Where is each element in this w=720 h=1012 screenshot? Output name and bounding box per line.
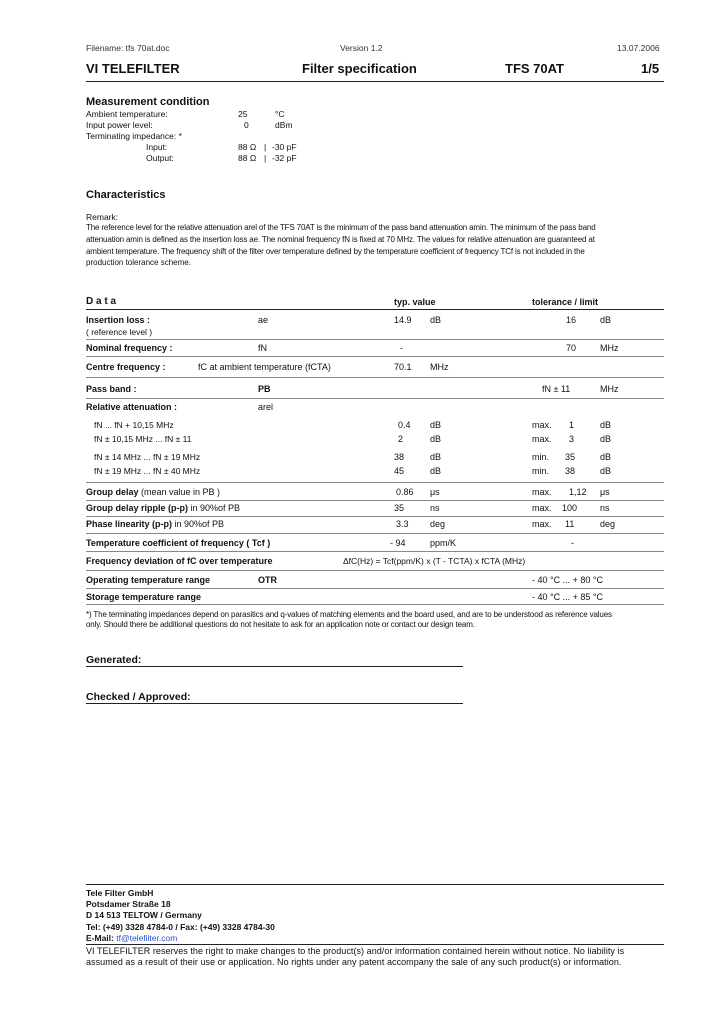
row-divider bbox=[86, 604, 664, 605]
pass-band-tol-unit: MHz bbox=[600, 384, 619, 394]
output-label: Output: bbox=[146, 153, 174, 163]
rel-vunit-2: dB bbox=[600, 434, 612, 444]
output-pf: -32 pF bbox=[272, 153, 297, 163]
checked-label: Checked / Approved: bbox=[86, 691, 191, 703]
characteristics-title: Characteristics bbox=[86, 189, 166, 201]
group-delay-ripple-name: Group delay ripple (p-p) bbox=[86, 503, 189, 513]
header-divider bbox=[86, 81, 664, 82]
ambient-value: 25 bbox=[238, 109, 248, 119]
email-label: E-Mail: bbox=[86, 933, 117, 943]
row-divider bbox=[86, 398, 664, 399]
operating-temp-value: - 40 °C ... + 80 °C bbox=[532, 575, 603, 585]
footer-divider bbox=[86, 884, 664, 885]
measurement-title: Measurement condition bbox=[86, 96, 210, 108]
rel-range-2: fN ± 10,15 MHz ... fN ± 11 bbox=[94, 434, 192, 444]
footnote-line-1: *) The terminating impedances depend on parasitics and q-values of matching elements and the board used, and are to be understood as reference values bbox=[86, 610, 612, 619]
phase-linearity-typ: 3.3 bbox=[396, 519, 409, 529]
rel-typ-2: 2 bbox=[398, 434, 404, 444]
page-number: 1/5 bbox=[641, 61, 660, 76]
separator: | bbox=[264, 142, 267, 152]
group-delay-val: 1,12 bbox=[569, 487, 587, 497]
group-delay-ripple-unit: ns bbox=[600, 503, 610, 513]
group-delay-label bbox=[86, 487, 220, 497]
storage-temp-label: Storage temperature range bbox=[86, 592, 202, 602]
phase-linearity-label bbox=[86, 519, 224, 529]
rel-vunit-3: dB bbox=[600, 452, 612, 462]
rel-typ-4: 45 bbox=[394, 466, 405, 476]
rel-unit-1: dB bbox=[430, 420, 442, 430]
group-delay-typ: 0.86 bbox=[396, 487, 414, 497]
nominal-frequency-tol: 70 bbox=[566, 343, 577, 353]
rel-val-2: 3 bbox=[569, 434, 575, 444]
rel-unit-4: dB bbox=[430, 466, 442, 476]
remark-label: Remark: bbox=[86, 212, 119, 222]
remark-line-4: production tolerance scheme. bbox=[86, 258, 191, 267]
phase-linearity-qualifier: in 90%of PB bbox=[172, 519, 225, 529]
input-pf: -30 pF bbox=[272, 142, 297, 152]
footer-company: Tele Filter GmbH bbox=[86, 888, 154, 898]
rel-vunit-1: dB bbox=[600, 420, 612, 430]
rel-range-4: fN ± 19 MHz ... fN ± 40 MHz bbox=[94, 466, 201, 476]
temp-coefficient-label: Temperature coefficient of frequency ( Tcf ) bbox=[86, 538, 271, 548]
company-name: VI TELEFILTER bbox=[86, 61, 180, 76]
insertion-loss-sub: ( reference level ) bbox=[86, 327, 153, 337]
power-value: 0 bbox=[244, 120, 249, 130]
rel-lim-1: max. bbox=[532, 420, 552, 430]
insertion-loss-label: Insertion loss : bbox=[86, 315, 151, 325]
row-divider bbox=[86, 377, 664, 378]
footnote-line-2: only. Should there be additional questions do not hesitate to ask for an application note or contact our design team. bbox=[86, 620, 475, 629]
version: Version 1.2 bbox=[340, 43, 383, 53]
rel-range-3: fN ± 14 MHz ... fN ± 19 MHz bbox=[94, 452, 201, 462]
frequency-deviation-label: Frequency deviation of fC over temperature bbox=[86, 556, 273, 566]
group-delay-ripple-label bbox=[86, 503, 240, 513]
centre-frequency-symbol: fC at ambient temperature (fCTA) bbox=[198, 362, 331, 372]
rel-typ-3: 38 bbox=[394, 452, 405, 462]
pass-band-label: Pass band : bbox=[86, 384, 137, 394]
row-divider bbox=[86, 500, 664, 501]
operating-temp-label: Operating temperature range bbox=[86, 575, 211, 585]
remark-line-3: ambient temperature. The frequency shift of the filter over temperature defined by the temperature coefficient of frequency TCf is not included in the bbox=[86, 247, 585, 256]
group-delay-typ-unit: μs bbox=[430, 487, 440, 497]
rel-lim-2: max. bbox=[532, 434, 552, 444]
impedance-label: Terminating impedance: * bbox=[86, 131, 182, 141]
input-value: 88 Ω bbox=[238, 142, 257, 152]
ambient-unit: °C bbox=[275, 109, 285, 119]
rel-lim-3: min. bbox=[532, 452, 550, 462]
input-label: Input: bbox=[146, 142, 168, 152]
separator: | bbox=[264, 153, 267, 163]
group-delay-ripple-qualifier: in 90%of PB bbox=[188, 503, 241, 513]
email-link[interactable]: tf@telefilter.com bbox=[116, 933, 178, 943]
phase-linearity-lim: max. bbox=[532, 519, 552, 529]
phase-linearity-typ-unit: deg bbox=[430, 519, 446, 529]
group-delay-unit: μs bbox=[600, 487, 610, 497]
relative-attenuation-symbol: arel bbox=[258, 402, 274, 412]
ambient-label: Ambient temperature: bbox=[86, 109, 168, 119]
nominal-frequency-label: Nominal frequency : bbox=[86, 343, 173, 353]
group-delay-ripple-lim: max. bbox=[532, 503, 552, 513]
row-divider bbox=[86, 482, 664, 483]
centre-frequency-label: Centre frequency : bbox=[86, 362, 166, 372]
power-label: Input power level: bbox=[86, 120, 153, 130]
frequency-deviation-formula: ΔfC(Hz) = Tcf(ppm/K) x (T - TCTA) x fCTA (MHz) bbox=[343, 556, 526, 566]
pass-band-tol: fN ± 11 bbox=[542, 384, 571, 394]
group-delay-ripple-typ-unit: ns bbox=[430, 503, 440, 513]
storage-temp-value: - 40 °C ... + 85 °C bbox=[532, 592, 603, 602]
remark-line-1: The reference level for the relative attenuation arel of the TFS 70AT is the minimum of the pass band attenuation amin. The minimum of the pass band bbox=[86, 223, 596, 232]
group-delay-name: Group delay bbox=[86, 487, 139, 497]
filename: Filename: tfs 70at.doc bbox=[86, 43, 170, 53]
insertion-loss-symbol: ae bbox=[258, 315, 269, 325]
insertion-loss-tol-unit: dB bbox=[600, 315, 612, 325]
phase-linearity-val: 11 bbox=[565, 519, 575, 529]
col-data: D a t a bbox=[86, 296, 117, 307]
temp-coefficient-typ: - 94 bbox=[390, 538, 406, 548]
checked-signature-line bbox=[86, 703, 463, 704]
rel-unit-2: dB bbox=[430, 434, 442, 444]
col-tolerance: tolerance / limit bbox=[532, 297, 599, 307]
footer-street: Potsdamer Straße 18 bbox=[86, 899, 171, 909]
pass-band-symbol: PB bbox=[258, 384, 271, 394]
operating-temp-symbol: OTR bbox=[258, 575, 277, 585]
insertion-loss-typ: 14.9 bbox=[394, 315, 412, 325]
phase-linearity-name: Phase linearity (p-p) bbox=[86, 519, 173, 529]
row-divider bbox=[86, 516, 664, 517]
group-delay-ripple-val: 100 bbox=[562, 503, 578, 513]
centre-frequency-typ-unit: MHz bbox=[430, 362, 449, 372]
nominal-frequency-typ: - bbox=[400, 343, 403, 353]
rel-vunit-4: dB bbox=[600, 466, 612, 476]
group-delay-ripple-typ: 35 bbox=[394, 503, 405, 513]
generated-label: Generated: bbox=[86, 654, 142, 666]
temp-coefficient-tol: - bbox=[571, 538, 574, 548]
row-divider bbox=[86, 356, 664, 357]
power-unit: dBm bbox=[275, 120, 293, 130]
document-title: Filter specification bbox=[302, 61, 417, 76]
disclaimer-divider bbox=[86, 944, 664, 945]
insertion-loss-tol: 16 bbox=[566, 315, 577, 325]
row-divider bbox=[86, 551, 664, 552]
col-typ-value: typ. value bbox=[394, 297, 436, 307]
remark-line-2: attenuation amin is defined as the insertion loss ae. The nominal frequency fN is fixed at 70 MHz. The values for relative attenuation are guaranteed at bbox=[86, 235, 595, 244]
phase-linearity-unit: deg bbox=[600, 519, 616, 529]
row-divider bbox=[86, 533, 664, 534]
temp-coefficient-unit: ppm/K bbox=[430, 538, 457, 548]
rel-val-3: 35 bbox=[565, 452, 576, 462]
rel-range-1: fN ... fN + 10,15 MHz bbox=[94, 420, 174, 430]
product-name: TFS 70AT bbox=[505, 61, 564, 76]
date: 13.07.2006 bbox=[617, 43, 660, 53]
disclaimer-line-1: VI TELEFILTER reserves the right to make changes to the product(s) and/or information contained herein without notice. No liability is bbox=[86, 946, 625, 956]
group-delay-qualifier: (mean value in PB ) bbox=[138, 487, 221, 497]
rel-val-1: 1 bbox=[569, 420, 575, 430]
nominal-frequency-tol-unit: MHz bbox=[600, 343, 619, 353]
footer-phone: Tel: (+49) 3328 4784-0 / Fax: (+49) 3328 4784-30 bbox=[86, 922, 275, 932]
rel-val-4: 38 bbox=[565, 466, 576, 476]
footer-email-row bbox=[86, 933, 177, 943]
row-divider bbox=[86, 588, 664, 589]
row-divider bbox=[86, 570, 664, 571]
rel-unit-3: dB bbox=[430, 452, 442, 462]
table-header-divider bbox=[86, 309, 664, 310]
output-value: 88 Ω bbox=[238, 153, 257, 163]
group-delay-lim: max. bbox=[532, 487, 552, 497]
row-divider bbox=[86, 339, 664, 340]
generated-signature-line bbox=[86, 666, 463, 667]
centre-frequency-typ: 70.1 bbox=[394, 362, 412, 372]
rel-lim-4: min. bbox=[532, 466, 550, 476]
rel-typ-1: 0.4 bbox=[398, 420, 411, 430]
relative-attenuation-label: Relative attenuation : bbox=[86, 402, 178, 412]
nominal-frequency-symbol: fN bbox=[258, 343, 267, 353]
footer-city: D 14 513 TELTOW / Germany bbox=[86, 910, 202, 920]
disclaimer-line-2: assumed as a result of their use or application. No rights under any patent accompany the sale of any such product(s) or information. bbox=[86, 957, 622, 967]
insertion-loss-typ-unit: dB bbox=[430, 315, 442, 325]
